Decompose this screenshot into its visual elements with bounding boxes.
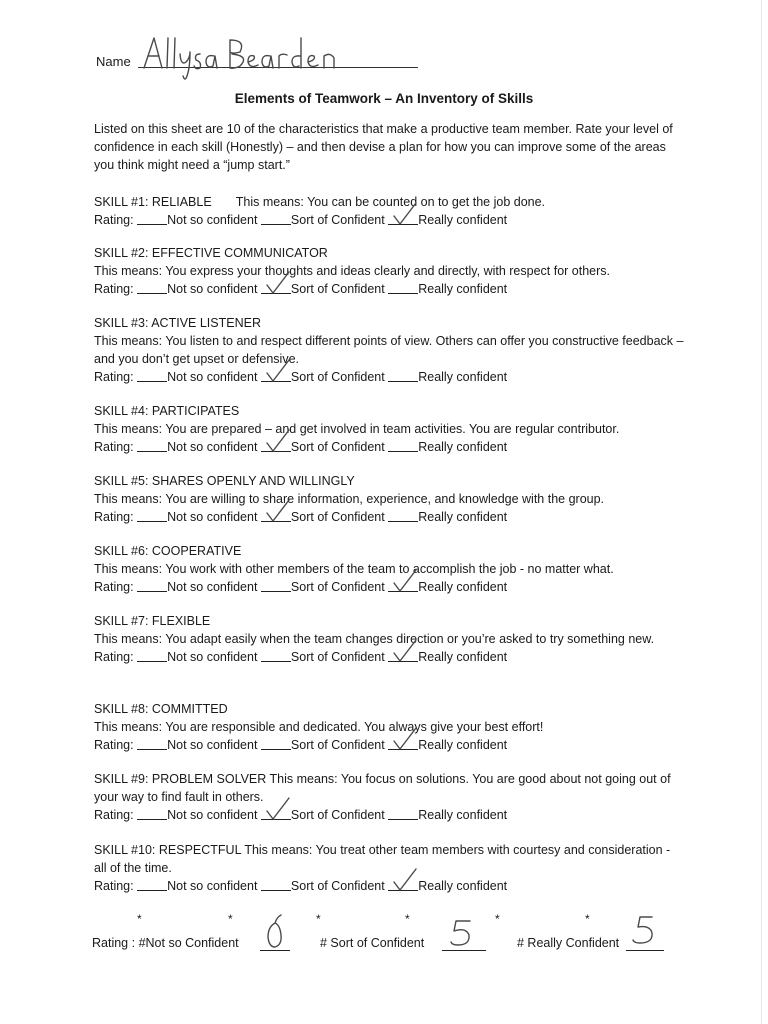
rating-label: Rating:	[94, 213, 138, 227]
summary-asterisk: *	[137, 912, 142, 926]
rating-blank-really-confident[interactable]	[388, 649, 418, 662]
summary-not-so-confident-count	[262, 915, 290, 951]
rating-blank-really-confident[interactable]	[388, 281, 418, 294]
checkmark-icon	[263, 499, 293, 523]
rating-label: Rating:	[94, 370, 138, 384]
rating-option-label: Not so confident	[167, 650, 258, 664]
checkmark-icon	[390, 639, 420, 663]
summary-sort-of-confident-label: # Sort of Confident	[320, 936, 425, 950]
rating-blank-not-so-confident[interactable]	[137, 369, 167, 382]
skill-item	[94, 193, 694, 229]
skill-means: This means: You express your thoughts and ideas clearly and directly, with respect for others.	[94, 264, 611, 278]
rating-blank-not-so-confident[interactable]	[137, 439, 167, 452]
rating-blank-really-confident[interactable]	[388, 369, 418, 382]
skill-item	[94, 542, 694, 596]
checkmark-icon	[263, 359, 293, 383]
rating-blank-sort-of-confident[interactable]	[261, 807, 291, 820]
rating-blank-not-so-confident[interactable]	[137, 281, 167, 294]
rating-option-label: Really confident	[418, 738, 508, 752]
summary-really-confident-label: # Really Confident	[517, 936, 620, 950]
skill-rating-row	[94, 508, 694, 526]
rating-option-label: Sort of Confident	[290, 738, 385, 752]
skill-description	[94, 193, 684, 211]
skill-heading: SKILL #7: FLEXIBLE	[94, 614, 211, 628]
rating-option-label: Not so confident	[167, 738, 258, 752]
skill-item	[94, 612, 694, 666]
rating-blank-not-so-confident[interactable]	[137, 649, 167, 662]
rating-option-label: Not so confident	[167, 370, 258, 384]
instructions-paragraph: Listed on this sheet are 10 of the characteristics that make a productive team member. Rate your level of confidence in each skill (Honestly) – and then devise a plan for how you can improve some of the areas you think might need a “jump start.”	[94, 122, 673, 172]
rating-blank-sort-of-confident[interactable]	[261, 878, 291, 891]
skill-description	[94, 841, 684, 877]
rating-option-label: Not so confident	[167, 879, 258, 893]
checkmark-icon	[390, 727, 420, 751]
name-label: Name	[96, 54, 131, 69]
skill-heading: SKILL #3: ACTIVE LISTENER	[94, 316, 261, 330]
rating-blank-really-confident[interactable]	[388, 212, 418, 225]
skill-item	[94, 314, 694, 386]
checkmark-icon	[390, 569, 420, 593]
rating-option-label: Really confident	[418, 808, 508, 822]
checkmark-icon	[263, 271, 293, 295]
rating-label: Rating:	[94, 738, 138, 752]
rating-option-label: Sort of Confident	[290, 510, 385, 524]
rating-option-label: Not so confident	[167, 510, 258, 524]
rating-label: Rating:	[94, 580, 138, 594]
rating-blank-sort-of-confident[interactable]	[261, 369, 291, 382]
skill-means: This means: You are prepared – and get involved in team activities. You are regular contributor.	[94, 422, 620, 436]
summary-really-confident-count	[630, 915, 658, 951]
rating-option-label: Really confident	[418, 440, 508, 454]
rating-blank-sort-of-confident[interactable]	[261, 212, 291, 225]
checkmark-icon	[390, 202, 420, 226]
rating-blank-sort-of-confident[interactable]	[261, 737, 291, 750]
rating-option-label: Really confident	[418, 370, 508, 384]
scan-edge-line	[761, 0, 762, 1024]
rating-option-label: Not so confident	[167, 440, 258, 454]
summary-sort-of-confident-count	[448, 915, 476, 951]
skill-heading: SKILL #8: COMMITTED	[94, 702, 228, 716]
rating-blank-not-so-confident[interactable]	[137, 212, 167, 225]
rating-option-label: Sort of Confident	[290, 282, 385, 296]
rating-blank-really-confident[interactable]	[388, 737, 418, 750]
rating-label: Rating:	[94, 650, 138, 664]
rating-option-label: Sort of Confident	[290, 808, 385, 822]
rating-blank-not-so-confident[interactable]	[137, 509, 167, 522]
rating-blank-really-confident[interactable]	[388, 439, 418, 452]
skill-rating-row	[94, 211, 694, 229]
skill-heading: SKILL #10: RESPECTFUL	[94, 843, 242, 857]
skill-item	[94, 472, 694, 526]
rating-blank-sort-of-confident[interactable]	[261, 649, 291, 662]
skill-item	[94, 700, 694, 754]
skill-rating-row	[94, 368, 694, 386]
rating-label: Rating:	[94, 282, 138, 296]
rating-option-label: Sort of Confident	[290, 440, 385, 454]
skill-rating-row	[94, 648, 694, 666]
page-title: Elements of Teamwork – An Inventory of Skills	[234, 91, 534, 106]
skill-rating-row	[94, 736, 694, 754]
skill-means: This means: You are responsible and dedicated. You always give your best effort!	[94, 720, 544, 734]
skill-heading: SKILL #2: EFFECTIVE COMMUNICATOR	[94, 246, 328, 260]
skill-means: This means: You treat other team members with courtesy and consideration - all of the time.	[94, 843, 671, 875]
skill-rating-row	[94, 578, 694, 596]
skill-heading: SKILL #4: PARTICIPATES	[94, 404, 240, 418]
skill-means: This means: You can be counted on to get the job done.	[235, 195, 546, 209]
skill-item	[94, 402, 694, 456]
summary-asterisk: *	[405, 912, 410, 926]
rating-option-label: Really confident	[418, 282, 508, 296]
rating-blank-not-so-confident[interactable]	[137, 807, 167, 820]
handwritten-signature	[140, 32, 350, 82]
rating-option-label: Not so confident	[167, 213, 258, 227]
skill-means: This means: You are willing to share information, experience, and knowledge with the group.	[94, 492, 605, 506]
rating-blank-really-confident[interactable]	[388, 807, 418, 820]
checkmark-icon	[263, 429, 293, 453]
name-field	[96, 30, 426, 78]
rating-option-label: Not so confident	[167, 580, 258, 594]
skill-heading: SKILL #9: PROBLEM SOLVER	[94, 772, 267, 786]
rating-blank-sort-of-confident[interactable]	[261, 509, 291, 522]
rating-summary	[92, 912, 692, 962]
skill-rating-row	[94, 438, 694, 456]
summary-asterisk: *	[228, 912, 233, 926]
skill-means: This means: You listen to and respect different points of view. Others can offer you constructive feedback – and you don’t get upset or defensive.	[94, 334, 684, 366]
skill-means: This means: You focus on solutions. You are good about not going out of your way to find fault in others.	[94, 772, 671, 804]
rating-option-label: Sort of Confident	[290, 370, 385, 384]
skill-heading: SKILL #6: COOPERATIVE	[94, 544, 242, 558]
rating-blank-not-so-confident[interactable]	[137, 878, 167, 891]
rating-option-label: Really confident	[418, 650, 508, 664]
rating-option-label: Sort of Confident	[290, 580, 385, 594]
rating-option-label: Really confident	[418, 580, 508, 594]
rating-option-label: Not so confident	[167, 808, 258, 822]
skill-means: This means: You adapt easily when the team changes direction or you’re asked to try something new.	[94, 632, 655, 646]
rating-blank-not-so-confident[interactable]	[137, 579, 167, 592]
rating-blank-not-so-confident[interactable]	[137, 737, 167, 750]
rating-option-label: Sort of Confident	[290, 650, 385, 664]
summary-asterisk: *	[585, 912, 590, 926]
rating-label: Rating:	[94, 808, 138, 822]
rating-blank-really-confident[interactable]	[388, 579, 418, 592]
skill-means: This means: You work with other members of the team to accomplish the job - no matter what.	[94, 562, 614, 576]
rating-label: Rating:	[94, 510, 138, 524]
rating-label: Rating:	[94, 440, 138, 454]
rating-blank-sort-of-confident[interactable]	[261, 281, 291, 294]
rating-option-label: Really confident	[418, 213, 508, 227]
rating-option-label: Really confident	[418, 879, 508, 893]
rating-option-label: Sort of Confident	[290, 879, 385, 893]
rating-blank-really-confident[interactable]	[388, 509, 418, 522]
skill-rating-row	[94, 806, 694, 824]
skill-heading: SKILL #1: RELIABLE	[94, 195, 212, 209]
skill-rating-row	[94, 280, 694, 298]
skill-description	[94, 770, 684, 806]
skill-item	[94, 841, 694, 895]
checkmark-icon	[390, 868, 420, 892]
rating-blank-sort-of-confident[interactable]	[261, 439, 291, 452]
skill-item	[94, 244, 694, 298]
summary-asterisk: *	[495, 912, 500, 926]
skill-rating-row	[94, 877, 694, 895]
rating-option-label: Sort of Confident	[290, 213, 385, 227]
summary-asterisk: *	[316, 912, 321, 926]
rating-option-label: Really confident	[418, 510, 508, 524]
rating-blank-really-confident[interactable]	[388, 878, 418, 891]
rating-blank-sort-of-confident[interactable]	[261, 579, 291, 592]
summary-not-so-confident-label: Rating : #Not so Confident	[92, 936, 239, 950]
skill-item	[94, 770, 694, 824]
checkmark-icon	[263, 797, 293, 821]
skill-heading: SKILL #5: SHARES OPENLY AND WILLINGLY	[94, 474, 355, 488]
rating-option-label: Not so confident	[167, 282, 258, 296]
rating-label: Rating:	[94, 879, 138, 893]
